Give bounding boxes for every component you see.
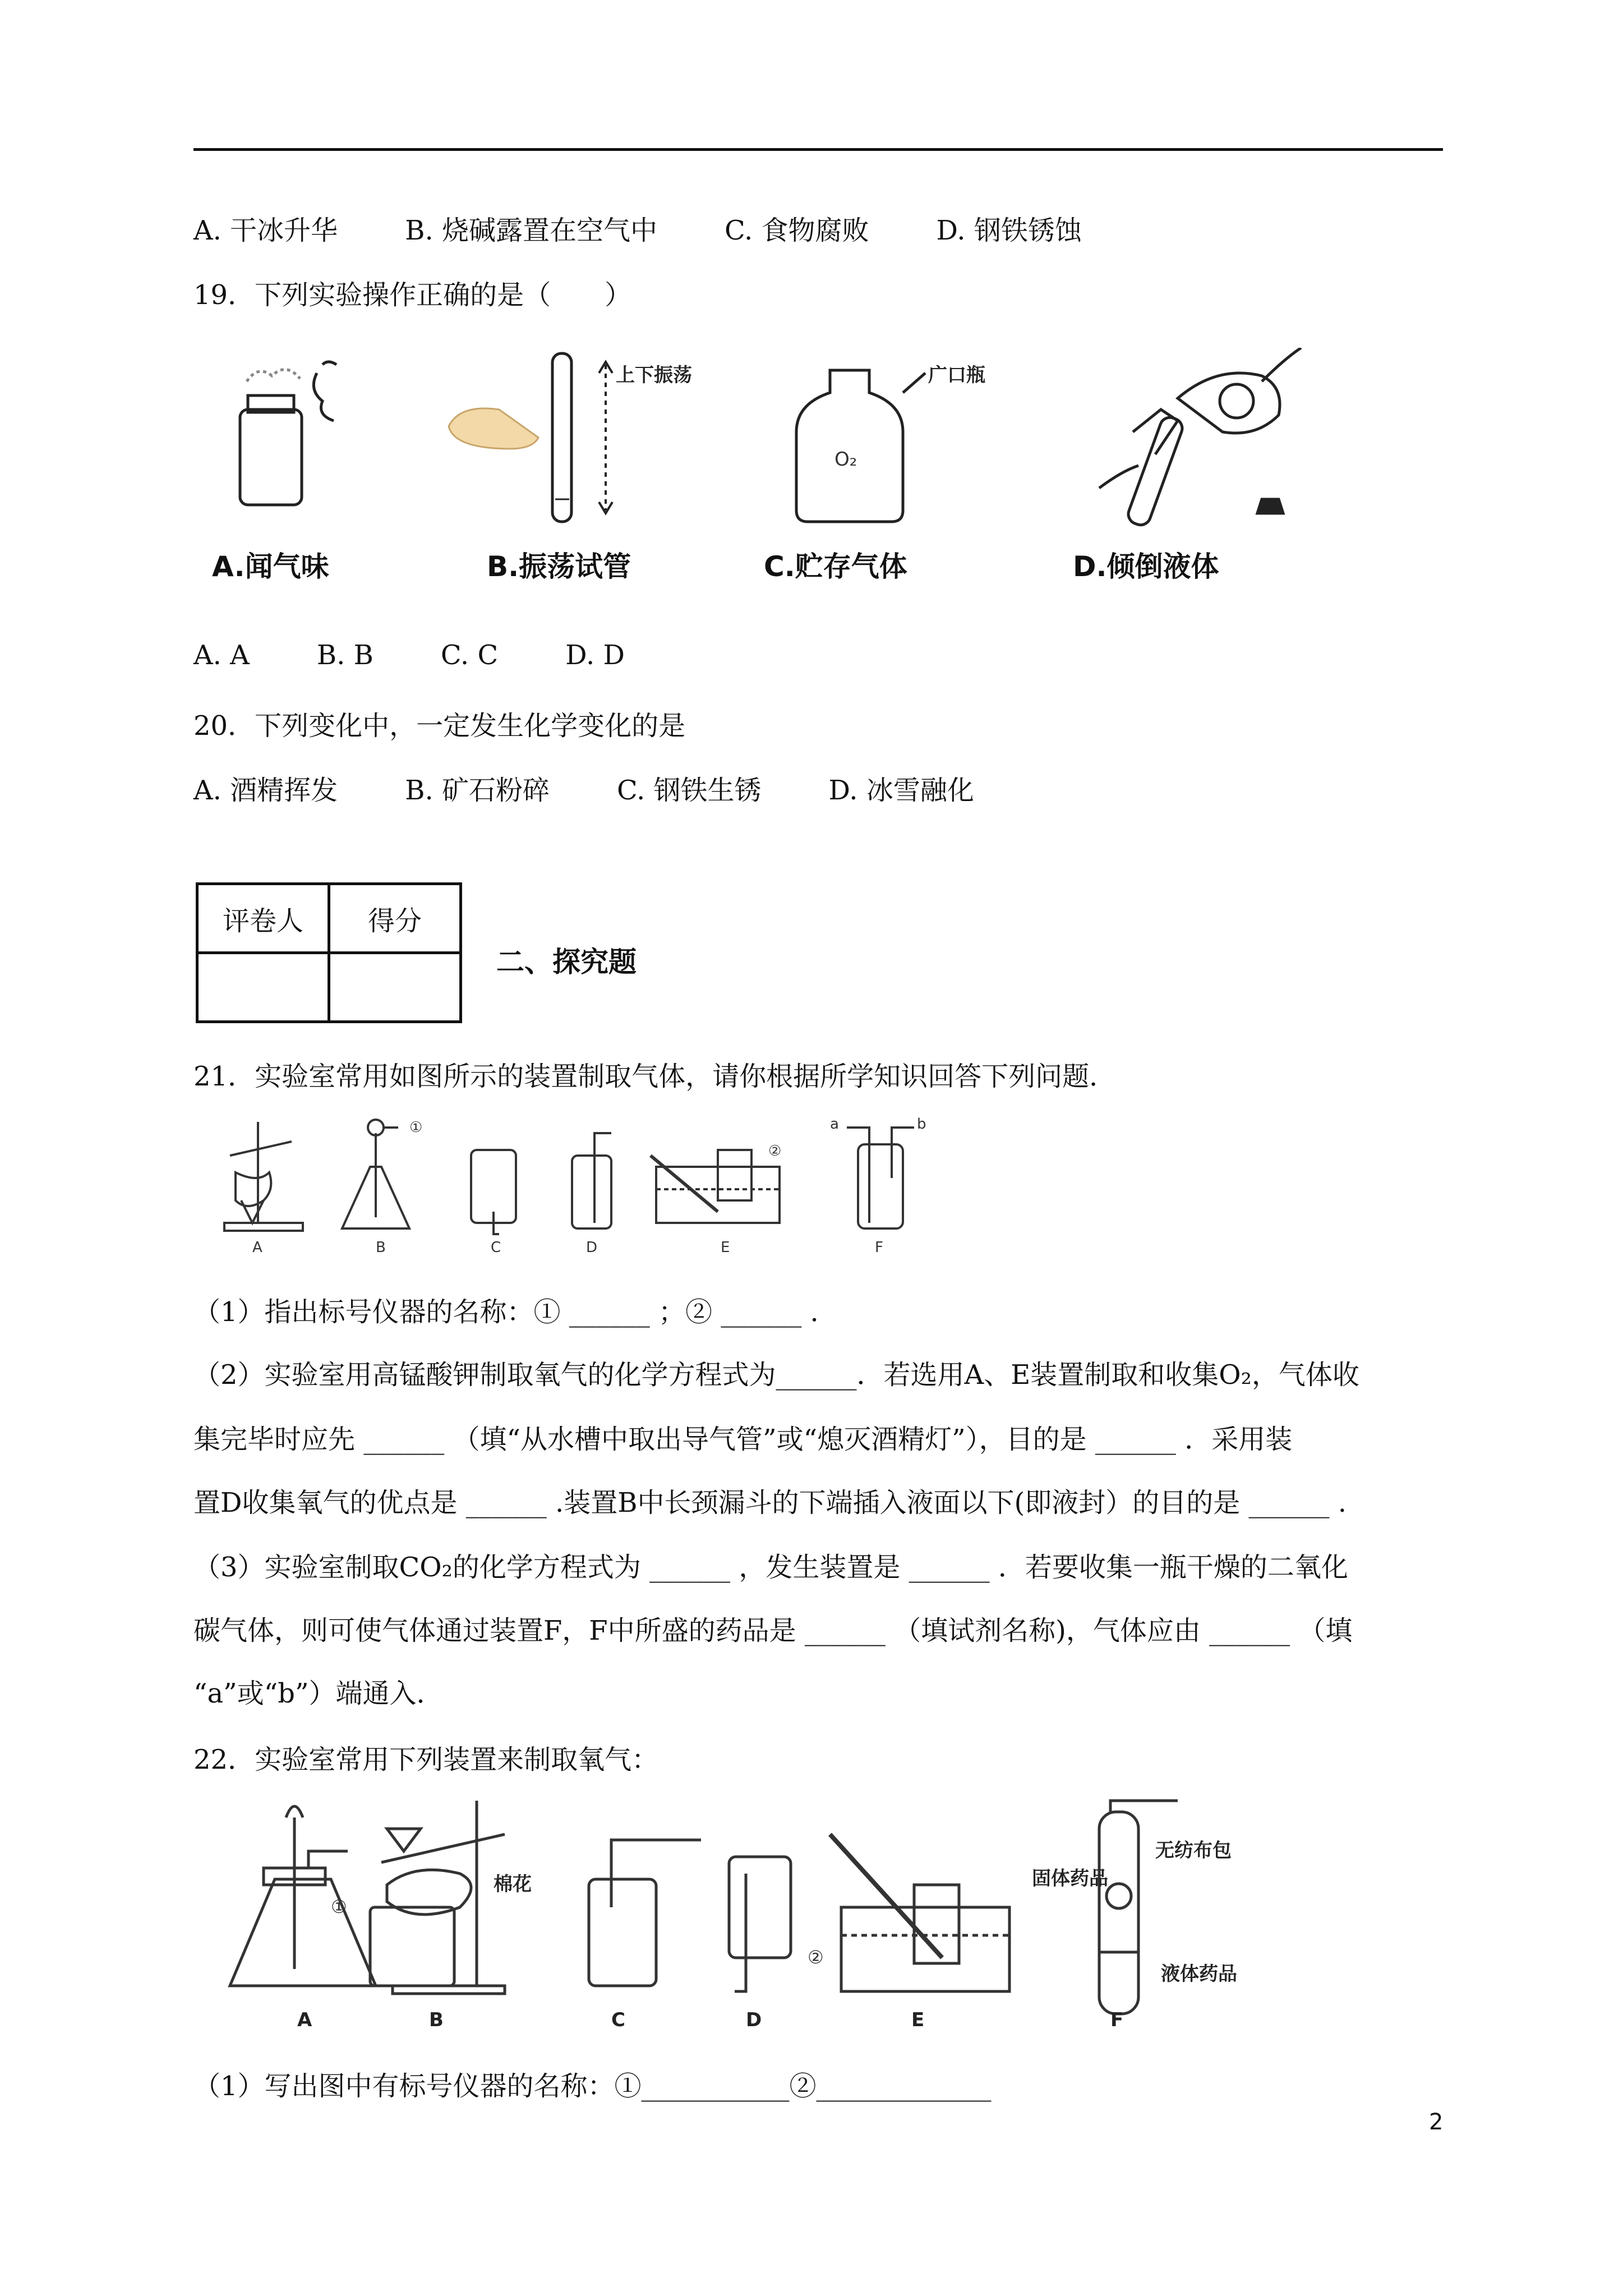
mark-two: ②	[768, 1143, 782, 1159]
label-f: F	[1110, 2009, 1124, 2031]
q21-line-1: （1）指出标号仪器的名称：① ______ ；② ______ ．	[193, 1296, 837, 1328]
gas-label: O₂	[834, 448, 857, 471]
mark-one: ①	[409, 1119, 423, 1136]
label-b: B	[429, 2009, 444, 2031]
option: B. 烧碱露置在空气中	[405, 215, 657, 246]
mark-two: ②	[808, 1947, 824, 1968]
mark-a: a	[830, 1116, 839, 1133]
header-rule	[193, 148, 1443, 151]
q21-stem: 21．实验室常用如图所示的装置制取气体，请你根据所学知识回答下列问题．	[193, 1061, 1117, 1092]
q21-line-4: 置D收集氧气的优点是 ______ .装置B中长颈漏斗的下端插入液面以下(即液封）的目的是 ______ .	[193, 1487, 1347, 1519]
q21-line-7: “a”或“b”）端通入．	[193, 1678, 444, 1709]
wide-bottle-label: 广口瓶	[928, 364, 985, 386]
apparatus-f	[847, 1128, 914, 1228]
option: C. C	[440, 639, 499, 671]
q21-line-2: （2）实验室用高锰酸钾制取氧气的化学方程式为______．若选用A、E装置制取和收集O₂，气体收	[193, 1359, 1359, 1391]
q21-line-3: 集完毕时应先 ______ （填“从水槽中取出导气管”或“熄灭酒精灯”），目的是 ______ ．采用装	[193, 1424, 1293, 1455]
score-table	[196, 882, 462, 1023]
option: D. 钢铁锈蚀	[936, 215, 1082, 246]
q19-options	[193, 639, 625, 671]
q19-caption-c: C.贮存气体	[764, 550, 907, 583]
apparatus-d	[729, 1857, 791, 1991]
q21-apparatus-figure	[213, 1111, 959, 1257]
option: B. 矿石粉碎	[405, 775, 550, 806]
fig-smell-bottle	[240, 362, 336, 505]
q19-stem: 19．下列实验操作正确的是（ ）	[193, 279, 632, 311]
option: B. B	[316, 639, 374, 671]
label-c: C	[491, 1239, 501, 1256]
score-cell	[329, 953, 461, 1022]
option: C. 钢铁生锈	[616, 775, 762, 806]
q19-caption-b: B.振荡试管	[487, 550, 631, 583]
q21-line-6: 碳气体，则可使气体通过装置F，F中所盛的药品是 ______ （填试剂名称)，气体应由 ______ （填	[193, 1615, 1353, 1646]
q22-line-1: （1）写出图中有标号仪器的名称：①___________②_____________	[193, 2070, 992, 2102]
mark-b: b	[917, 1116, 926, 1133]
label-d: D	[746, 2009, 762, 2031]
q20-options	[193, 769, 974, 807]
q21-line-5: （3）实验室制取CO₂的化学方程式为 ______ ，发生装置是 ______ ．若要收集一瓶干燥的二氧化	[193, 1552, 1348, 1583]
reviewer-cell	[197, 953, 329, 1022]
label-b: B	[376, 1239, 386, 1256]
option: A. A	[193, 639, 250, 671]
label-c: C	[611, 2009, 625, 2031]
label-e: E	[721, 1239, 730, 1256]
label-f: F	[875, 1239, 883, 1256]
apparatus-b	[370, 1801, 505, 1994]
q22-apparatus-figure	[224, 1795, 1256, 2031]
score-header: 得分	[329, 884, 461, 953]
mark-one: ①	[331, 1896, 347, 1917]
cotton-label: 棉花	[494, 1873, 532, 1895]
q18-options	[193, 209, 1082, 247]
apparatus-d	[572, 1133, 611, 1228]
label-a: A	[297, 2009, 312, 2031]
option: D. 冰雪融化	[828, 775, 974, 806]
q20-stem: 20．下列变化中，一定发生化学变化的是	[193, 710, 686, 742]
q19-figures	[202, 348, 1352, 539]
apparatus-a	[230, 1806, 376, 1986]
reviewer-header: 评卷人	[197, 884, 329, 953]
label-e: E	[911, 2009, 925, 2031]
cloth-label: 无纺布包	[1155, 1839, 1232, 1862]
apparatus-b	[342, 1120, 409, 1228]
fig-wide-bottle	[796, 370, 925, 522]
shake-label: 上下振荡	[616, 364, 692, 386]
solid-label: 固体药品	[1032, 1867, 1108, 1890]
apparatus-c	[589, 1840, 701, 1986]
apparatus-a	[224, 1122, 303, 1231]
option: A. 干冰升华	[193, 215, 338, 246]
q19-caption-a: A.闻气味	[212, 550, 329, 583]
label-a: A	[252, 1239, 262, 1256]
q19-caption-d: D.倾倒液体	[1073, 550, 1219, 583]
q22-stem: 22．实验室常用下列装置来制取氧气：	[193, 1744, 659, 1775]
option: C. 食物腐败	[724, 215, 869, 246]
option: D. D	[565, 639, 625, 671]
apparatus-e	[830, 1834, 1009, 1991]
option: A. 酒精挥发	[193, 775, 338, 806]
fig-shake-tube	[449, 353, 692, 522]
page-number: 2	[1429, 2109, 1444, 2135]
apparatus-c	[471, 1150, 516, 1234]
label-d: D	[586, 1239, 598, 1256]
section-title: 二、探究题	[496, 946, 637, 978]
fig-pour-liquid	[1099, 348, 1301, 528]
liquid-label: 液体药品	[1161, 1963, 1237, 1985]
